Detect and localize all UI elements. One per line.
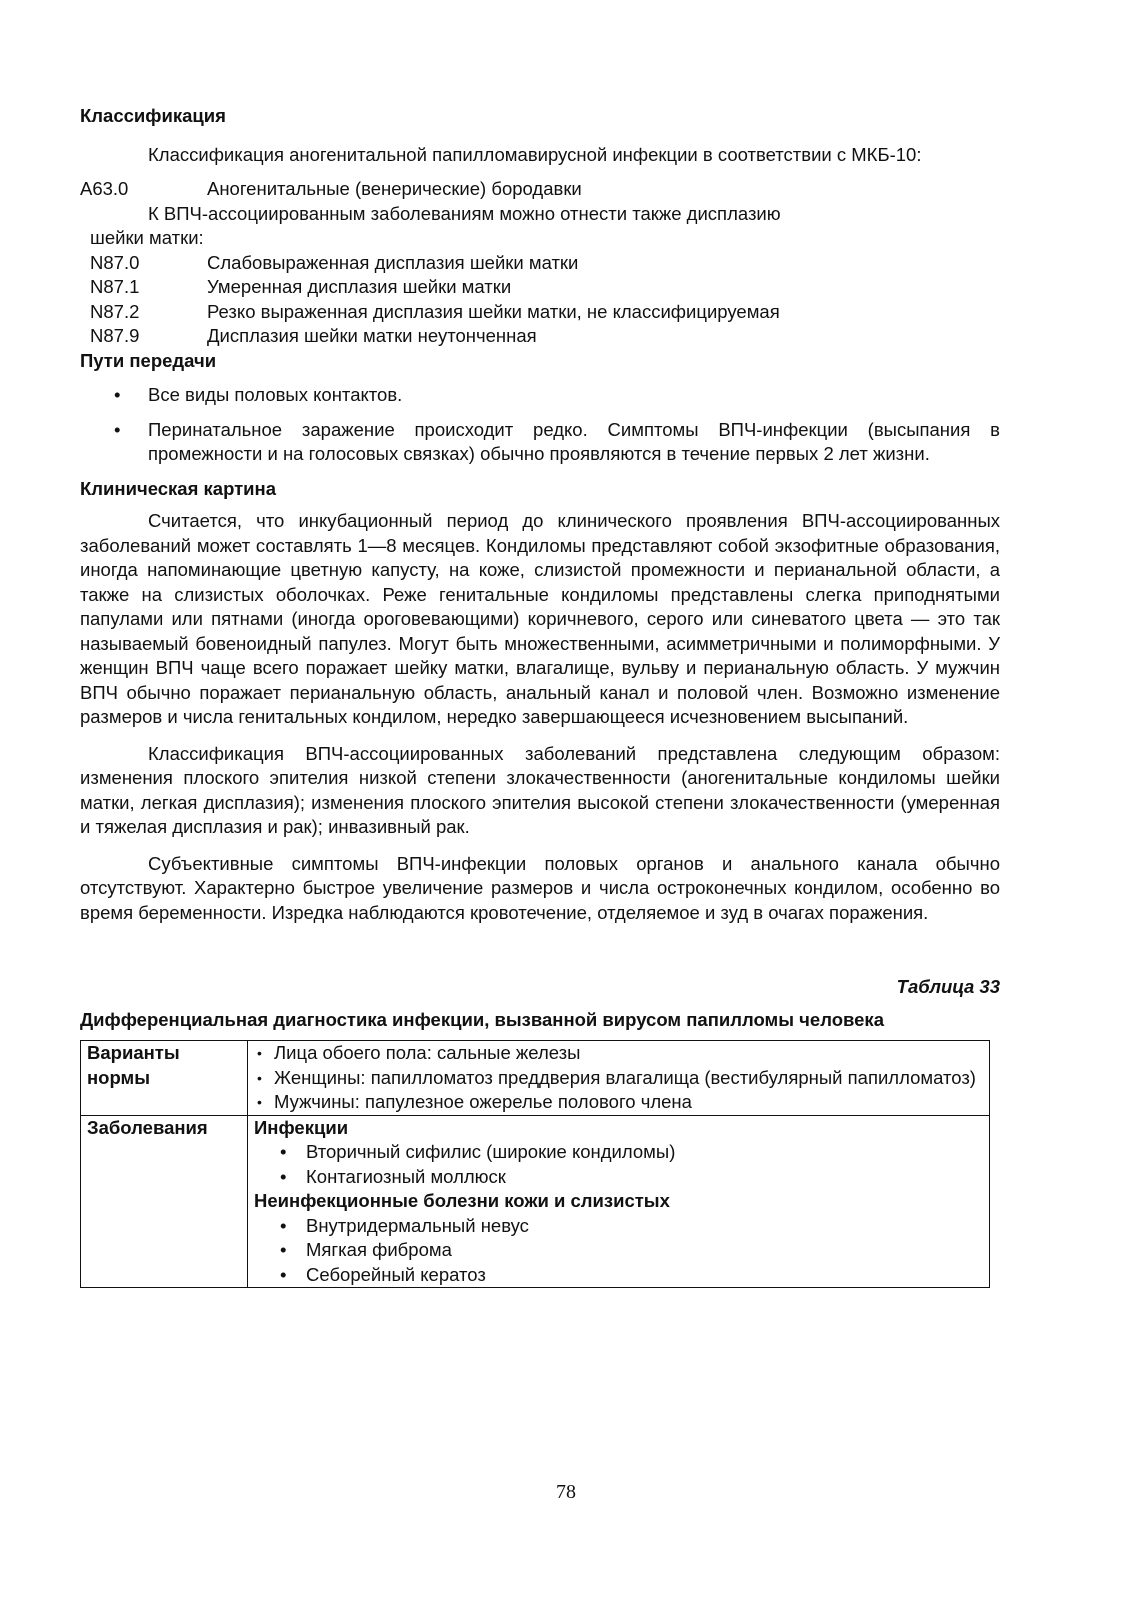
classification-intro: Классификация аногенитальной папилломавирусной инфекции в соответствии с МКБ-10: bbox=[148, 143, 922, 165]
icd-code-row bbox=[80, 275, 1000, 300]
list-item: • Все виды половых контактов. bbox=[80, 383, 1000, 408]
table-cell bbox=[248, 1115, 990, 1288]
list-item: • Мужчины: папулезное ожерелье полового члена bbox=[254, 1090, 983, 1115]
icd-code: N87.0 bbox=[90, 251, 140, 273]
list-item: • Вторичный сифилис (широкие кондиломы) bbox=[254, 1140, 983, 1165]
group-title: Неинфекционные болезни кожи и слизистых bbox=[254, 1190, 670, 1211]
icd-note-line1: К ВПЧ-ассоциированным заболеваниям можно отнести также дисплазию bbox=[148, 202, 781, 224]
icd-code-text: Слабовыраженная дисплазия шейки матки bbox=[207, 251, 579, 273]
table-row bbox=[81, 1115, 990, 1288]
icd-code: N87.2 bbox=[90, 300, 140, 322]
list-item: • Женщины: папилломатоз преддверия влагалища (вестибулярный папилломатоз) bbox=[254, 1066, 983, 1091]
table-title: Дифференциальная диагностика инфекции, вызванной вирусом папилломы человека bbox=[80, 1008, 884, 1030]
icd-code: А63.0 bbox=[80, 178, 129, 199]
list-item: • Себорейный кератоз bbox=[254, 1263, 983, 1288]
clinical-paragraph: Классификация ВПЧ-ассоциированных заболеваний представлена следующим образом: изменения плоского эпителия низкой степени злокачественности (аногенитальные кондиломы шейки матки, легкая дисплазия); изменения плоского эпителия высокой степени злокачественности (умеренная и тяжелая дисплазия и рак); инвазивный рак. bbox=[80, 742, 1000, 837]
icd-code-text: Умеренная дисплазия шейки матки bbox=[207, 276, 512, 297]
table-number: Таблица 33 bbox=[896, 976, 1000, 997]
clinical-paragraph: Считается, что инкубационный период до клинического проявления ВПЧ-ассоциированных заболеваний может составлять 1—8 месяцев. Кондиломы представляют собой экзофитные образования, иногда напоминающие цветную капусту, на коже, слизистой промежности и перианальной области, а также на слизистых оболочках. Реже генитальные кондиломы представлены слегка приподнятыми папулами или пятнами (иногда ороговевающими) коричневого, серого или синеватого цвета — это так называемый бовеноидный папулез. Могут быть множественными, асимметричными и полиморфными. У женщин ВПЧ чаще всего поражает шейку матки, влагалище, вульву и перианальную область. У мужчин ВПЧ обычно поражает перианальную область, анальный канал и половой член. Возможно изменение размеров и числа генитальных кондилом, нередко завершающееся исчезновением высыпаний. bbox=[80, 510, 1000, 727]
icd-code-text: Дисплазия шейки матки неутонченная bbox=[207, 325, 537, 346]
differential-table bbox=[80, 1040, 990, 1288]
clinical-paragraph: Субъективные симптомы ВПЧ-инфекции половых органов и анального канала обычно отсутствуют. Характерно быстрое увеличение размеров и числа остроконечных кондилом, особенно во время беременности. Изредка наблюдаются кровотечение, отделяемое и зуд в очагах поражения. bbox=[80, 852, 1000, 923]
table-row bbox=[81, 1041, 990, 1116]
list-item: • Контагиозный моллюск bbox=[254, 1165, 983, 1190]
list-item: • Внутридермальный невус bbox=[254, 1214, 983, 1239]
table-cell bbox=[248, 1041, 990, 1116]
icd-note-line2: шейки матки: bbox=[90, 227, 204, 248]
clinical-heading: Клиническая картина bbox=[80, 477, 277, 499]
table-row-label: Варианты нормы bbox=[81, 1041, 248, 1116]
table-row-label: Заболевания bbox=[81, 1115, 248, 1288]
group-title: Инфекции bbox=[254, 1116, 349, 1138]
transmission-heading: Пути передачи bbox=[80, 349, 217, 371]
page-number: 78 bbox=[556, 1481, 576, 1503]
icd-code-list bbox=[80, 177, 1000, 349]
icd-code: N87.1 bbox=[90, 276, 140, 297]
icd-code-row bbox=[80, 177, 1000, 202]
transmission-list bbox=[80, 383, 1000, 467]
icd-code-row bbox=[80, 300, 1000, 325]
icd-code-row bbox=[80, 251, 1000, 276]
icd-code-text: Аногенитальные (венерические) бородавки bbox=[207, 178, 582, 199]
icd-code: N87.9 bbox=[90, 325, 140, 346]
icd-code-text: Резко выраженная дисплазия шейки матки, не классифицируемая bbox=[207, 300, 780, 322]
list-item: • Лица обоего пола: сальные железы bbox=[254, 1041, 983, 1066]
page-body bbox=[80, 104, 1000, 1288]
list-item: • Перинатальное заражение происходит редко. Симптомы ВПЧ-инфекции (высыпания в промежности и на голосовых связках) обычно проявляются в течение первых 2 лет жизни. bbox=[80, 418, 1000, 467]
list-item: • Мягкая фиброма bbox=[254, 1238, 983, 1263]
classification-heading: Классификация bbox=[80, 105, 226, 126]
icd-code-row bbox=[80, 324, 1000, 349]
